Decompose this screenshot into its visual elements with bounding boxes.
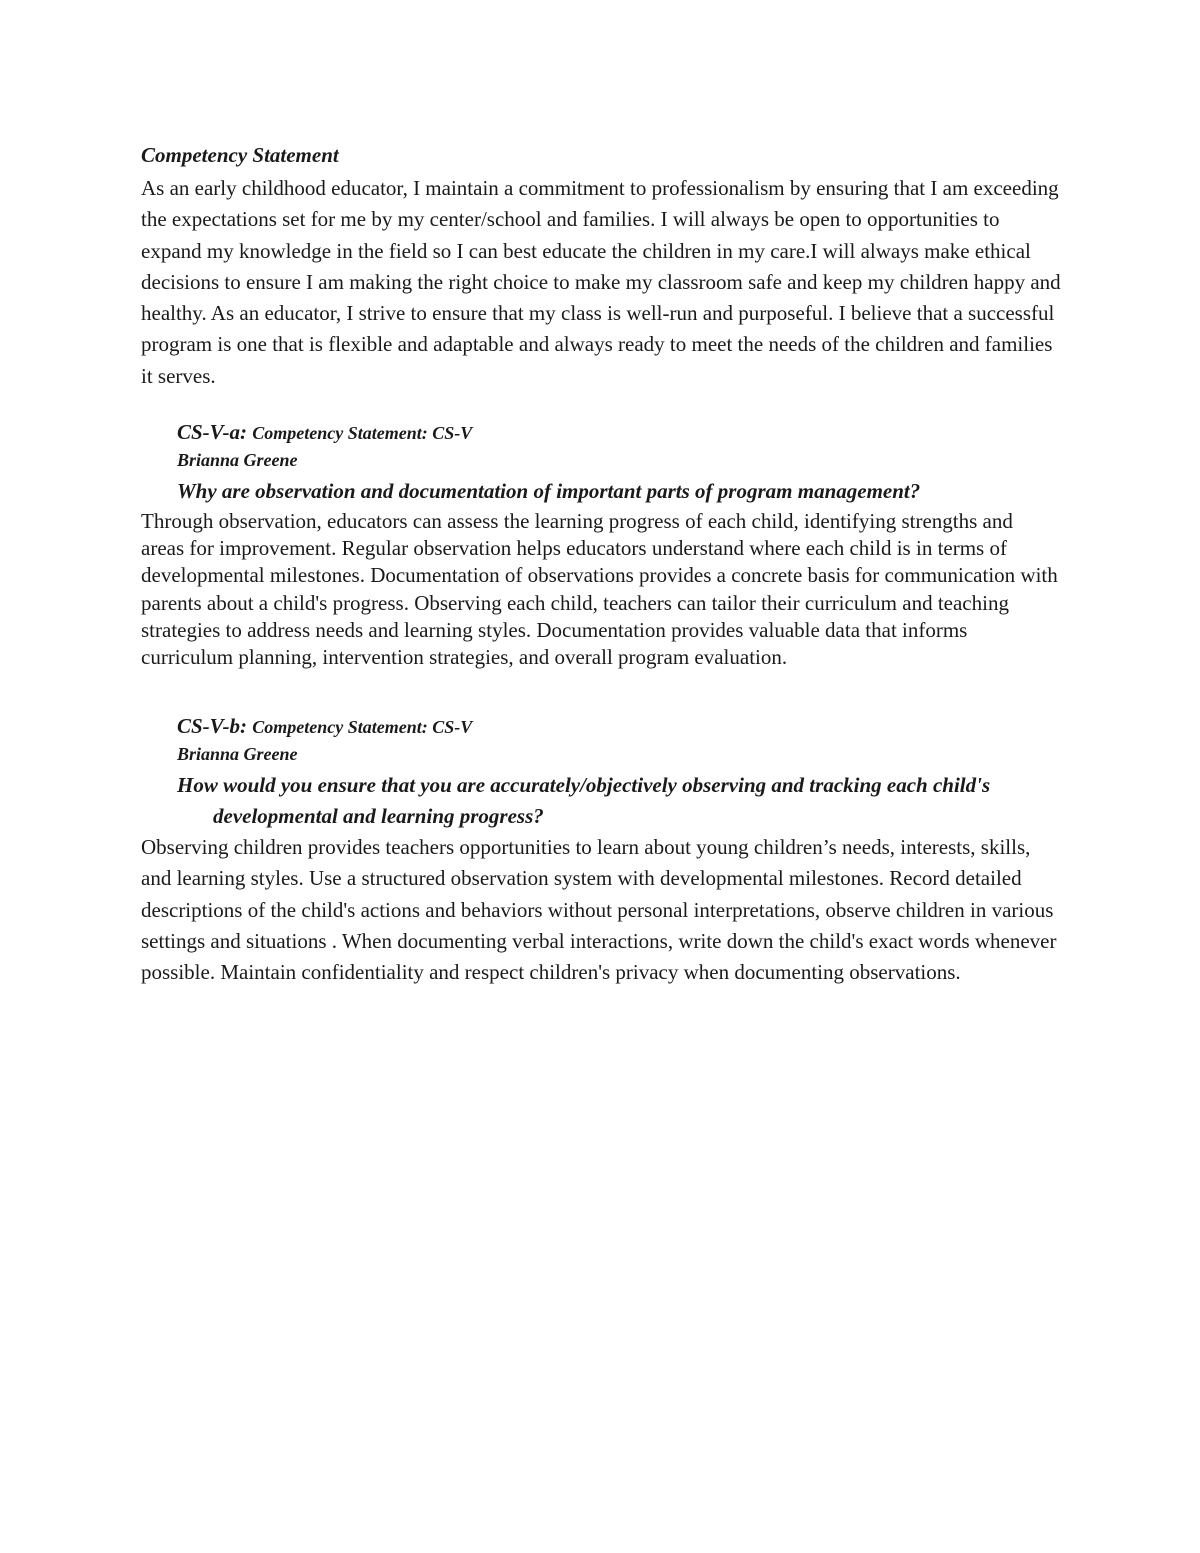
intro-paragraph: As an early childhood educator, I maintain a commitment to professionalism by ensuring that I am exceeding the expectations set for me by my center/school and families. I will always be open to opportunities to expand my knowledge in the field so I can best educate the children in my care.I will always make ethical decisions to ensure I am making the right choice to make my classroom safe and keep my children happy and healthy. As an educator, I strive to ensure that my class is well-run and purposeful. I believe that a successful program is one that is flexible and adaptable and always ready to meet the needs of the children and families it serves. xyxy=(141,176,1061,388)
section-a-code: CS-V-a: xyxy=(177,420,248,444)
section-a-subtitle: Competency Statement: CS-V xyxy=(252,423,473,443)
section-b-code: CS-V-b: xyxy=(177,714,248,738)
section-b-answer: Observing children provides teachers opportunities to learn about young children’s needs, interests, skills, and learning styles. Use a structured observation system with developmental milestones. Record detailed descriptions of the child's actions and behaviors without personal interpretations, observe children in various settings and situations . When documenting verbal interactions, write down the child's exact words whenever possible. Maintain confidentiality and respect children's privacy when documenting observations. xyxy=(141,835,1057,985)
section-a-answer: Through observation, educators can assess the learning progress of each child, identifying strengths and areas for improvement. Regular observation helps educators understand where each child is in terms of developmental milestones. Documentation of observations provides a concrete basis for communication with parents about a child's progress. Observing each child, teachers can tailor their curriculum and teaching strategies to address needs and learning styles. Documentation provides valuable data that informs curriculum planning, intervention strategies, and overall program evaluation. xyxy=(141,509,1058,670)
section-b-subtitle: Competency Statement: CS-V xyxy=(252,717,473,737)
document-title: Competency Statement xyxy=(141,143,339,167)
section-a-author: Brianna Greene xyxy=(177,450,298,470)
section-a-heading xyxy=(177,420,472,445)
section-b-heading xyxy=(177,714,472,739)
section-b-question: How would you ensure that you are accurately/objectively observing and tracking each child's developmental and learning progress? xyxy=(177,773,991,828)
section-b-author: Brianna Greene xyxy=(177,744,298,764)
section-a-question: Why are observation and documentation of important parts of program management? xyxy=(177,479,921,503)
